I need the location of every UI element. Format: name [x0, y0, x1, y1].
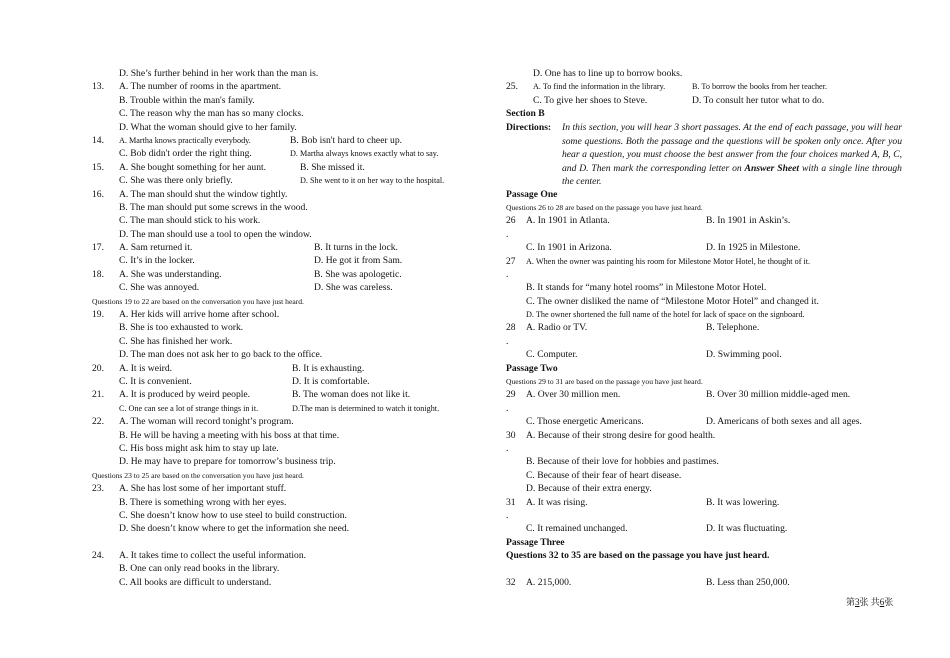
option-text: Passage Two — [506, 362, 558, 374]
text-line — [92, 107, 467, 120]
text-line — [506, 563, 902, 576]
directions-label: Directions: — [506, 121, 552, 133]
text-line — [506, 375, 902, 388]
text-line — [92, 281, 467, 294]
option-text: C. In 1901 in Arizona. — [526, 242, 612, 254]
option-text: C. Bob didn't order the right thing. — [119, 148, 252, 160]
option-text: A. She bought something for her aunt. — [119, 161, 267, 173]
option-text: B. She missed it. — [300, 161, 365, 173]
text-line — [92, 67, 467, 80]
question-row — [506, 255, 902, 268]
option-text: A. It is produced by weird people. — [119, 389, 251, 401]
option-text: Questions 29 to 31 are based on the passage you have just heard. — [506, 377, 703, 387]
option-text: B. There is something wrong with her eyes. — [119, 496, 287, 508]
text-line — [92, 455, 467, 468]
page-number: 3 — [855, 597, 860, 607]
question-number: . — [506, 442, 509, 454]
option-text: D. One has to line up to borrow books. — [533, 68, 683, 79]
text-line — [506, 469, 902, 482]
option-text: A. Over 30 million men. — [526, 389, 621, 401]
question-number: 16. — [92, 188, 104, 200]
question-number: 18. — [92, 268, 104, 280]
question-number: 28 — [506, 322, 516, 334]
option-text: B. He will be having a meeting with his boss at that time. — [119, 429, 340, 441]
question-number: 32 — [506, 576, 516, 588]
option-text: C. The reason why the man has so many clocks. — [119, 108, 304, 120]
option-text: Questions 23 to 25 are based on the conversation you have just heard. — [92, 470, 304, 480]
question-number: 20. — [92, 362, 104, 374]
text-line — [92, 335, 467, 348]
question-row — [506, 321, 902, 334]
option-text: D. Swimming pool. — [706, 349, 782, 361]
text-line — [92, 228, 467, 241]
option-text: B. It turns in the lock. — [314, 242, 398, 254]
option-text: C. It’s in the locker. — [119, 255, 195, 267]
text-line — [506, 94, 902, 107]
option-text: D. Martha always knows exactly what to say. — [290, 149, 439, 159]
option-text: A. 215,000. — [526, 576, 572, 588]
option-text: D. She’s further behind in her work than the man is. — [119, 68, 319, 79]
question-row — [506, 442, 902, 455]
option-text: C. His boss might ask him to stay up late. — [119, 442, 279, 454]
option-text: A. Sam returned it. — [119, 242, 193, 254]
question-row — [506, 402, 902, 415]
option-text: C. She has finished her work. — [119, 335, 233, 347]
option-text: C. Because of their fear of heart disease. — [526, 469, 682, 481]
option-text: A. To find the information in the library. — [533, 82, 666, 92]
text-line — [506, 348, 902, 361]
option-text: D. She doesn’t know where to get the information she need. — [119, 523, 350, 535]
text-line — [506, 295, 902, 308]
option-text: A. Radio or TV. — [526, 322, 588, 334]
option-text: A. She has lost some of her important stuff. — [119, 483, 287, 495]
option-text: D. It was fluctuating. — [706, 523, 788, 535]
question-row — [92, 362, 467, 375]
question-number: . — [506, 402, 509, 414]
question-row — [506, 214, 902, 227]
option-text: A. It is weird. — [119, 362, 173, 374]
text-line — [92, 509, 467, 522]
text-line — [506, 241, 902, 254]
option-text: B. Telephone. — [706, 322, 760, 334]
option-text: B. To borrow the books from her teacher. — [692, 82, 828, 92]
text-line — [92, 522, 467, 535]
option-text: B. Less than 250,000. — [706, 576, 790, 588]
option-text: B. She was apologetic. — [314, 268, 402, 280]
option-text: B. It stands for “many hotel rooms” in Milestone Motor Hotel. — [526, 282, 767, 294]
option-text: A. It was rising. — [526, 496, 588, 508]
question-number: 14. — [92, 134, 104, 146]
question-number: 23. — [92, 483, 104, 495]
text-line — [506, 281, 902, 294]
text-line — [92, 174, 467, 187]
text-line — [92, 201, 467, 214]
option-text: D. She was careless. — [314, 282, 393, 294]
question-number: . — [506, 268, 509, 280]
option-text: A. In 1901 in Atlanta. — [526, 215, 610, 227]
option-text: D. She went to it on her way to the hospital. — [300, 176, 445, 186]
question-number: 24. — [92, 550, 104, 562]
question-row — [92, 388, 467, 401]
option-text: Passage Three — [506, 536, 565, 548]
text-line — [506, 188, 902, 201]
option-text: C. The owner disliked the name of “Milestone Motor Hotel” and changed it. — [526, 295, 819, 307]
option-text: A. She was understanding. — [119, 268, 222, 280]
question-number: 27 — [506, 255, 516, 267]
question-number: 17. — [92, 242, 104, 254]
question-row — [506, 388, 902, 401]
text-line — [92, 214, 467, 227]
question-row — [92, 268, 467, 281]
option-text: A. The man should shut the window tightly. — [119, 188, 288, 200]
option-text: C. Computer. — [526, 349, 578, 361]
right-top-block — [506, 67, 902, 121]
question-row — [506, 496, 902, 509]
text-line — [92, 121, 467, 134]
option-text: D. The man does not ask her to go back to the office. — [119, 349, 323, 361]
question-number: 13. — [92, 81, 104, 93]
question-row — [92, 188, 467, 201]
option-text: Questions 32 to 35 are based on the passage you have just heard. — [506, 550, 770, 562]
question-row — [506, 429, 902, 442]
text-line — [506, 549, 902, 562]
question-number: 30 — [506, 429, 516, 441]
text-line — [506, 67, 902, 80]
option-text: A. Martha knows practically everybody. — [119, 135, 251, 145]
option-text: B. The woman does not like it. — [292, 389, 411, 401]
option-text: A. It takes time to collect the useful information. — [119, 550, 307, 562]
left-column — [92, 67, 467, 589]
option-text: C. All books are difficult to understand. — [119, 576, 272, 588]
option-text: B. It is exhausting. — [292, 362, 365, 374]
text-line — [92, 469, 467, 482]
text-line — [92, 94, 467, 107]
option-text: Passage One — [506, 188, 558, 200]
text-line — [506, 201, 902, 214]
option-text: A. The number of rooms in the apartment. — [119, 81, 282, 93]
text-line — [92, 321, 467, 334]
text-line — [506, 415, 902, 428]
option-text: B. Trouble within the man's family. — [119, 94, 255, 106]
text-line — [92, 442, 467, 455]
option-text: D. To consult her tutor what to do. — [692, 94, 825, 106]
option-text: C. Those energetic Americans. — [526, 416, 644, 428]
question-number: 31 — [506, 496, 516, 508]
question-row — [506, 335, 902, 348]
text-line — [506, 482, 902, 495]
option-text: D. In 1925 in Milestone. — [706, 242, 801, 254]
option-text: B. Bob isn't hard to cheer up. — [290, 134, 403, 146]
question-row — [92, 80, 467, 93]
option-text: B. Because of their love for hobbies and pastimes. — [526, 456, 719, 468]
question-number: 26 — [506, 215, 516, 227]
option-text: D. The owner shortened the full name of the hotel for lack of space on the signboard. — [526, 310, 805, 320]
text-line — [92, 496, 467, 509]
question-number: 25. — [506, 81, 518, 93]
option-text: D. The man should use a tool to open the window. — [119, 228, 312, 240]
option-text: C. She doesn’t know how to use steel to build construction. — [119, 509, 347, 521]
page-footer: 第3张 共6张 — [846, 597, 894, 607]
question-row — [92, 161, 467, 174]
text-line — [506, 536, 902, 549]
question-row — [506, 80, 902, 93]
question-row — [506, 228, 902, 241]
option-text: C. It remained unchanged. — [526, 523, 628, 535]
question-row — [92, 241, 467, 254]
question-row — [92, 308, 467, 321]
option-text: C. One can see a lot of strange things in it. — [119, 403, 259, 413]
question-number: 15. — [92, 161, 104, 173]
question-number: 22. — [92, 416, 104, 428]
directions-text: In this section, you will hear 3 short passages. At the end of each passage, you will hear some questions. Both the passage and the questions will be spoken only once. After you hear a question, you must choose the best answer from the four choices marked A, B, C, and D. Then mark the corresponding letter on Answer Sheet with a single line through the center. — [562, 122, 902, 187]
option-text: A. Because of their strong desire for good health. — [526, 429, 716, 441]
text-line — [92, 295, 467, 308]
text-line — [506, 107, 902, 120]
question-row — [92, 415, 467, 428]
option-text: A. Her kids will arrive home after school. — [119, 309, 280, 321]
page-total: 6 — [879, 597, 885, 607]
option-text: B. The man should put some screws in the wood. — [119, 201, 308, 213]
right-column — [506, 67, 902, 589]
option-text: Section B — [506, 108, 545, 120]
question-number: . — [506, 335, 509, 347]
text-line — [92, 147, 467, 160]
option-text: D. It is comfortable. — [292, 375, 370, 387]
option-text: B. In 1901 in Askin’s. — [706, 215, 791, 227]
option-text: C. She was annoyed. — [119, 282, 200, 294]
question-number: 21. — [92, 389, 104, 401]
question-row — [92, 549, 467, 562]
option-text: Questions 19 to 22 are based on the conversation you have just heard. — [92, 296, 304, 306]
text-line — [92, 562, 467, 575]
right-bottom-block — [506, 188, 902, 590]
option-text: B. Over 30 million middle-aged men. — [706, 389, 851, 401]
question-number: . — [506, 228, 509, 240]
option-text: B. She is too exhausted to work. — [119, 322, 244, 334]
text-line — [506, 522, 902, 535]
option-text: B. One can only read books in the library. — [119, 563, 280, 575]
text-line — [92, 402, 467, 415]
option-text: C. The man should stick to his work. — [119, 215, 261, 227]
question-row — [506, 576, 902, 589]
option-text: A. When the owner was painting his room for Milestone Motor Hotel, he thought of it. — [526, 256, 811, 266]
question-number: 29 — [506, 389, 516, 401]
text-line — [506, 308, 902, 321]
answer-sheet-bold: Answer Sheet — [744, 162, 800, 174]
option-text: C. To give her shoes to Steve. — [533, 94, 648, 106]
option-text: D. He got it from Sam. — [314, 255, 403, 267]
text-line — [506, 362, 902, 375]
text-line — [92, 576, 467, 589]
text-line — [92, 348, 467, 361]
option-text: C. It is convenient. — [119, 375, 192, 387]
option-text: D. Americans of both sexes and all ages. — [706, 416, 862, 428]
question-row — [506, 509, 902, 522]
option-text: B. It was lowering. — [706, 496, 780, 508]
option-text: C. She was there only briefly. — [119, 175, 233, 187]
option-text: D. Because of their extra energy. — [526, 483, 652, 495]
text-line — [92, 536, 467, 549]
text-line — [92, 429, 467, 442]
question-number: . — [506, 509, 509, 521]
text-line — [92, 254, 467, 267]
question-number: 19. — [92, 309, 104, 321]
option-text: D.The man is determined to watch it tonight. — [292, 403, 440, 413]
text-line — [92, 375, 467, 388]
question-row — [92, 482, 467, 495]
option-text: Questions 26 to 28 are based on the passage you have just heard. — [506, 202, 703, 212]
option-text: D. He may have to prepare for tomorrow’s business trip. — [119, 456, 336, 468]
option-text: D. What the woman should give to her family. — [119, 121, 297, 133]
question-row — [506, 268, 902, 281]
question-row — [92, 134, 467, 147]
text-line — [506, 455, 902, 468]
option-text: A. The woman will record tonight’s program. — [119, 416, 294, 428]
